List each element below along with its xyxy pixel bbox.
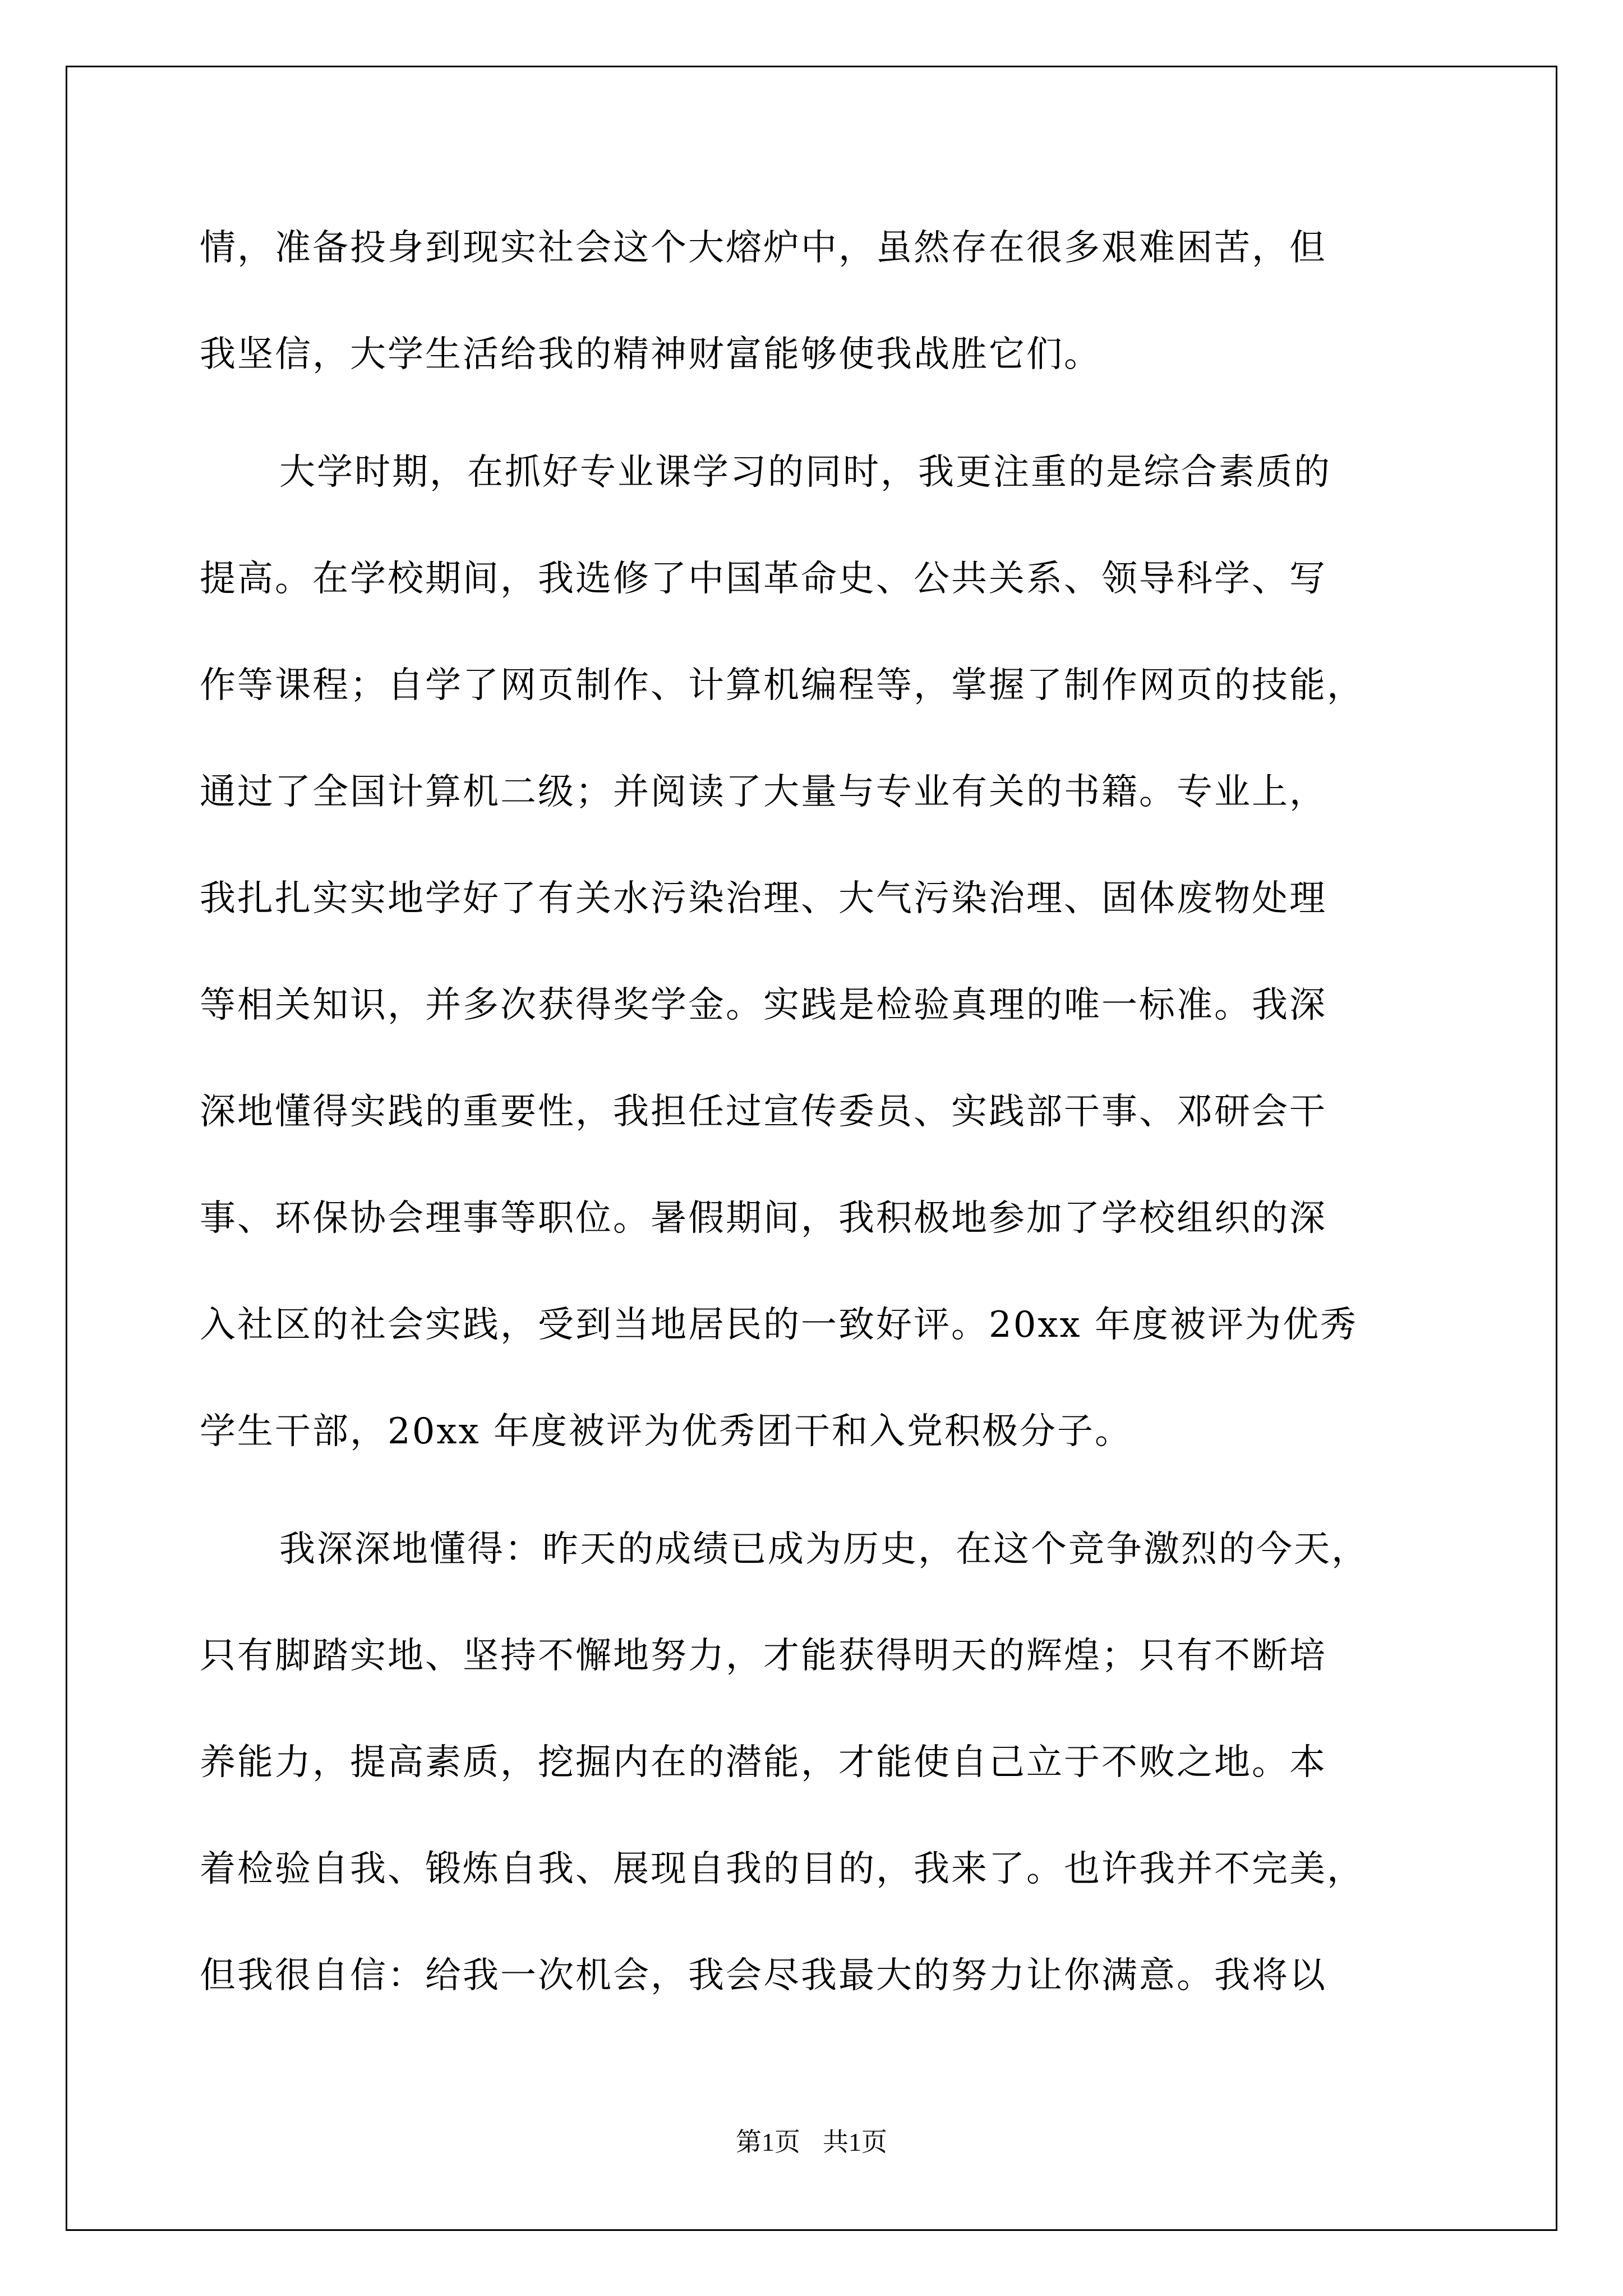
paragraph-line: 深地懂得实践的重要性，我担任过宣传委员、实践部干事、邓研会干 bbox=[200, 1091, 1327, 1133]
paragraph-line: 通过了全国计算机二级；并阅读了大量与专业有关的书籍。专业上， bbox=[200, 771, 1327, 813]
paragraph-line: 作等课程；自学了网页制作、计算机编程等，掌握了制作网页的技能， bbox=[200, 665, 1364, 706]
paragraph-line: 提高。在学校期间，我选修了中国革命史、公共关系、领导科学、写 bbox=[200, 558, 1327, 600]
paragraph-line: 我扎扎实实地学好了有关水污染治理、大气污染治理、固体废物处理 bbox=[200, 878, 1327, 919]
paragraph-line: 我坚信，大学生活给我的精神财富能够使我战胜它们。 bbox=[200, 334, 1101, 375]
page-number-total: 共1页 bbox=[823, 2128, 887, 2156]
paragraph-line: 事、环保协会理事等职位。暑假期间，我积极地参加了学校组织的深 bbox=[200, 1198, 1327, 1239]
paragraph-line: 但我很自信：给我一次机会，我会尽我最大的努力让你满意。我将以 bbox=[200, 1955, 1327, 1996]
paragraph-line: 只有脚踏实地、坚持不懈地努力，才能获得明天的辉煌；只有不断培 bbox=[200, 1635, 1327, 1677]
paragraph-line: 入社区的社会实践，受到当地居民的一致好评。20xx 年度被评为优秀 bbox=[200, 1304, 1358, 1346]
paragraph-line: 着检验自我、锻炼自我、展现自我的目的，我来了。也许我并不完美， bbox=[200, 1848, 1364, 1890]
paragraph-line: 我深深地懂得：昨天的成绩已成为历史，在这个竞争激烈的今天， bbox=[279, 1529, 1369, 1570]
paragraph-line: 养能力，提高素质，挖掘内在的潜能，才能使自己立于不败之地。本 bbox=[200, 1742, 1327, 1783]
paragraph-line: 大学时期，在抓好专业课学习的同时，我更注重的是综合素质的 bbox=[279, 452, 1331, 493]
page-footer bbox=[0, 2122, 1623, 2159]
paragraph-line: 情，准备投身到现实社会这个大熔炉中，虽然存在很多艰难困苦，但 bbox=[200, 227, 1327, 269]
document-body bbox=[200, 220, 1433, 2054]
paragraph-line: 学生干部，20xx 年度被评为优秀团干和入党积极分子。 bbox=[200, 1411, 1132, 1452]
page-number-current: 第1页 bbox=[736, 2128, 800, 2156]
paragraph-line: 等相关知识，并多次获得奖学金。实践是检验真理的唯一标准。我深 bbox=[200, 984, 1327, 1026]
